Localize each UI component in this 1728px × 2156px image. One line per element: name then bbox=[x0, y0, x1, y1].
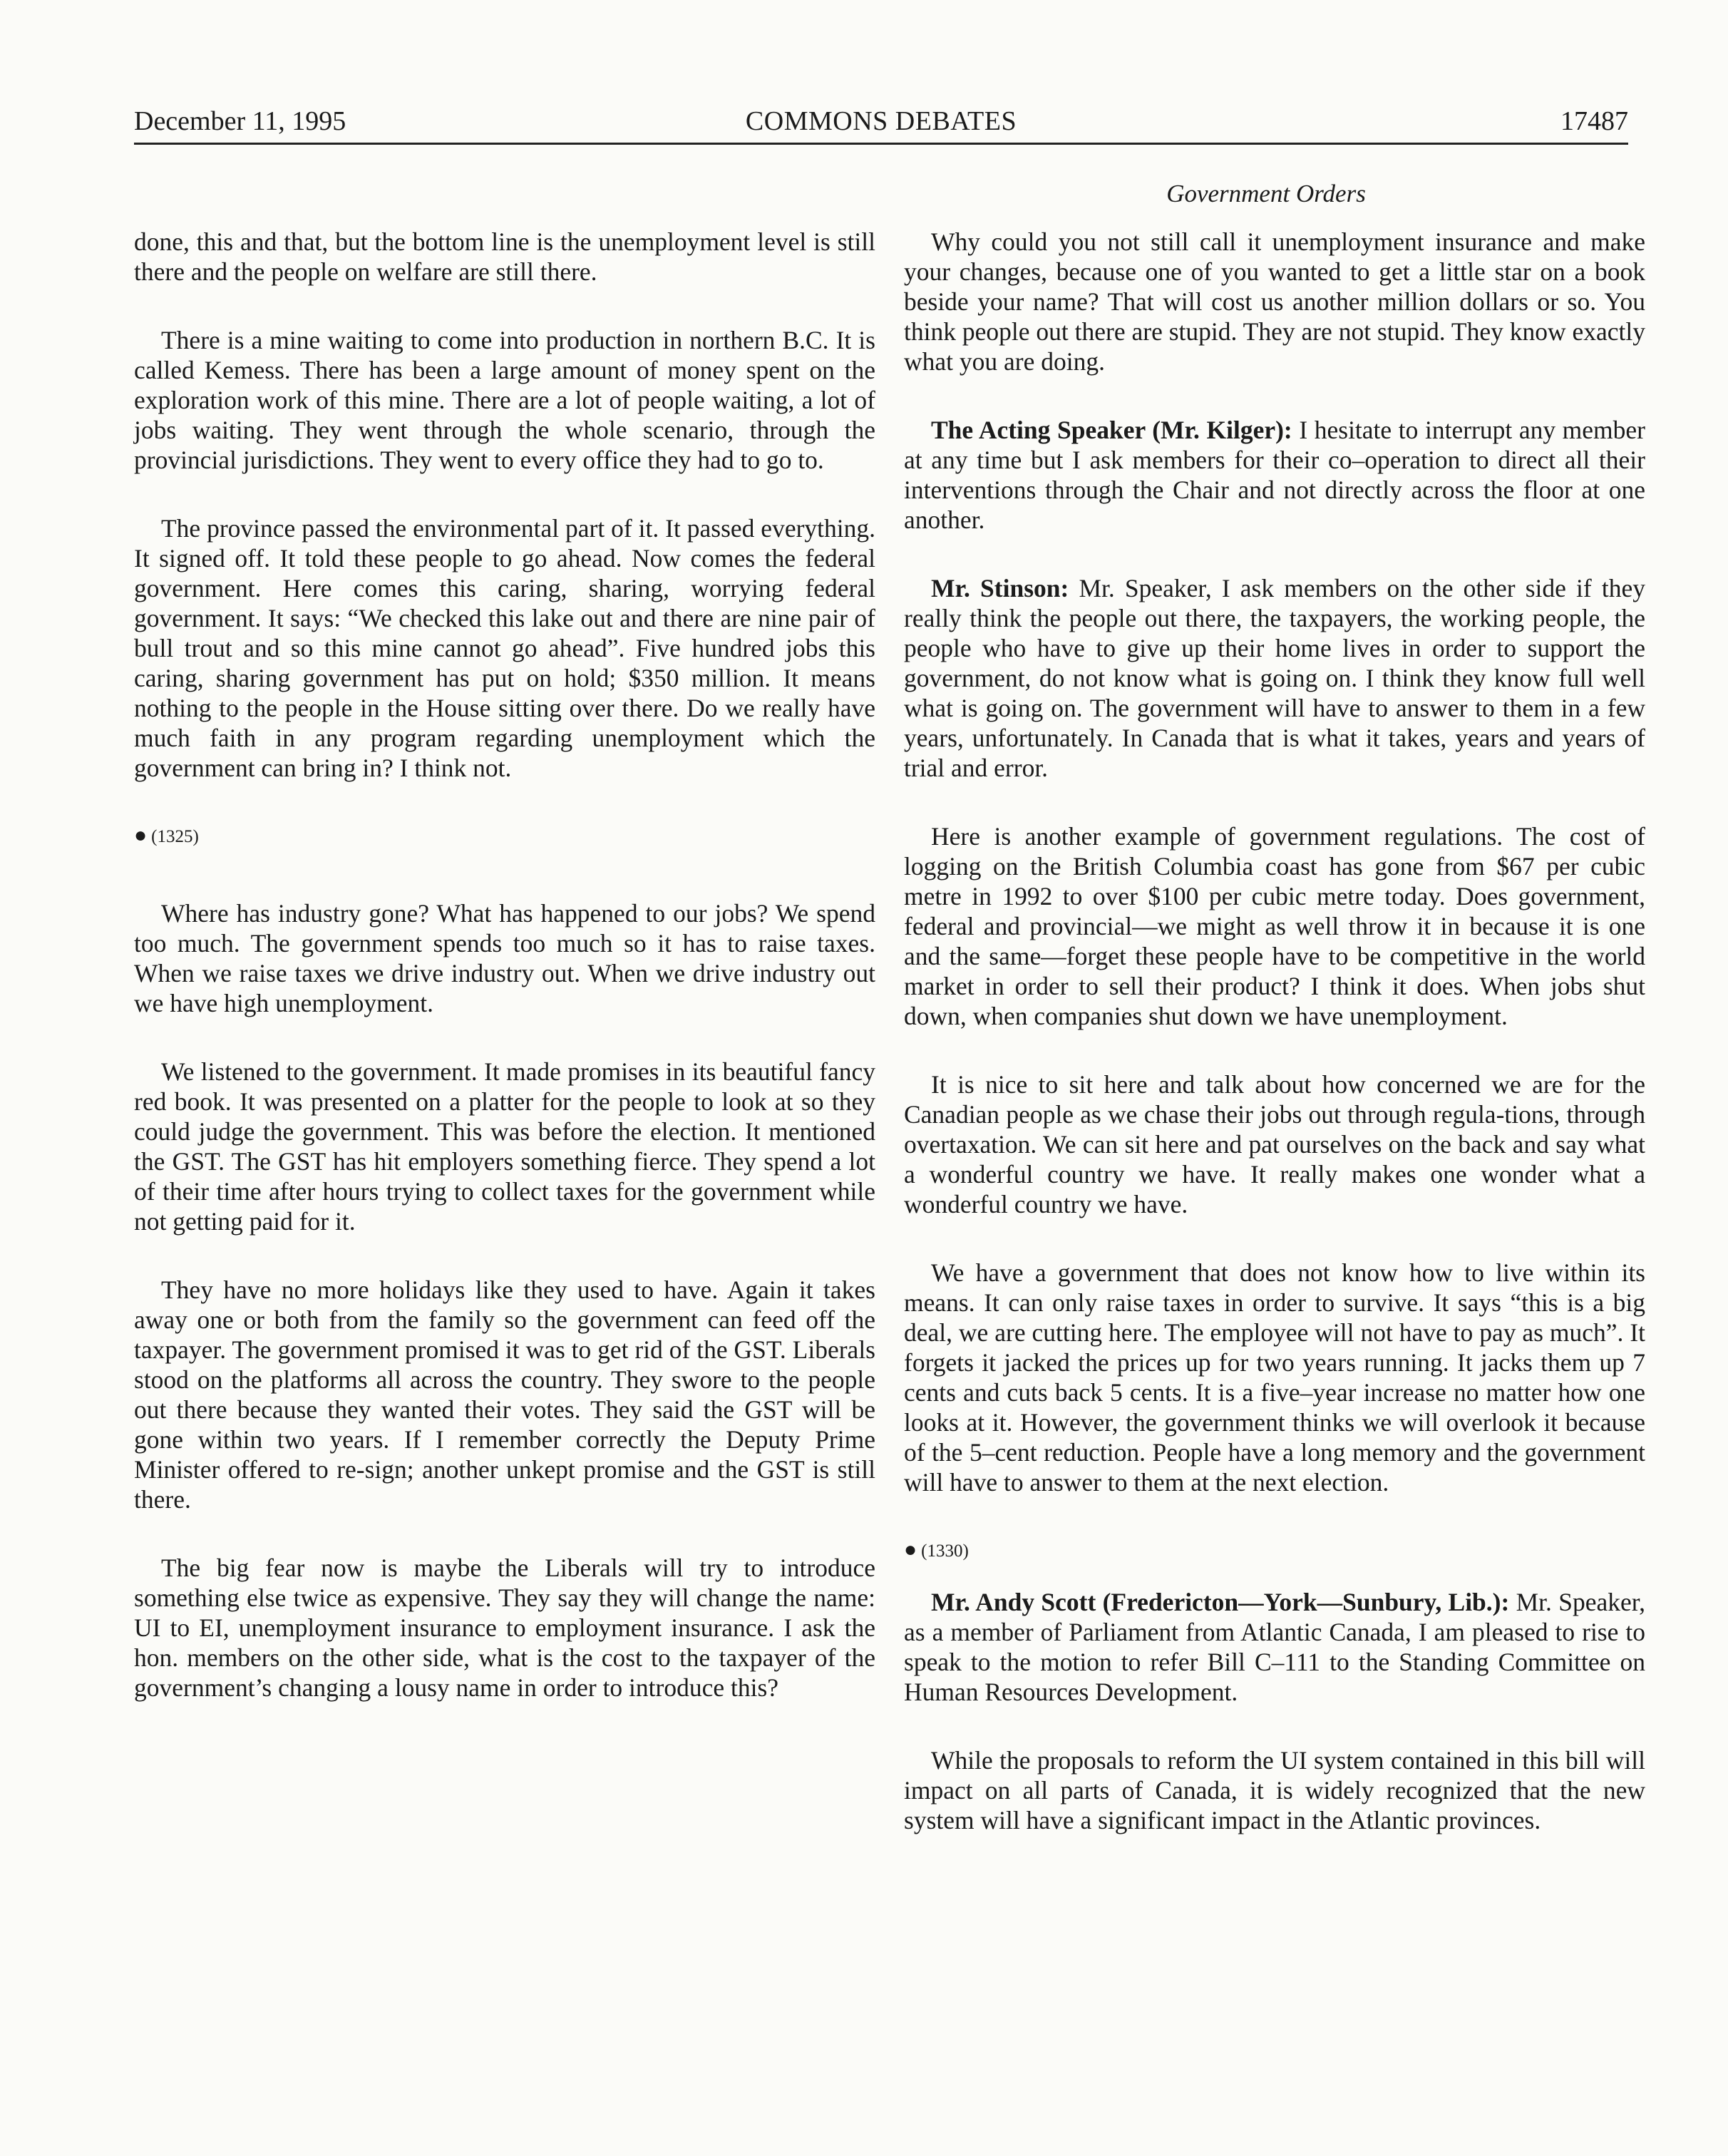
time-marker-label: (1330) bbox=[921, 1541, 969, 1561]
time-marker-label: (1325) bbox=[151, 827, 199, 846]
speech-paragraph bbox=[904, 573, 1645, 783]
paragraph: The province passed the environmental part of it. It passed everything. It signed off. It told these people to go ahead. Now comes the federal government. Here comes this caring, sharing, worrying federal government. It says: “We checked this lake out and there are nine pair of bull trout and so this mine cannot go ahead”. Five hundred jobs this caring, sharing government has put on hold; $350 million. It means nothing to the people in the House sitting over there. Do we really have much faith in any program regarding unemployment which the government can bring in? I think not. bbox=[134, 514, 875, 782]
speaker-name: Mr. Andy Scott (Fredericton—York—Sunbury, Lib.): bbox=[931, 1588, 1510, 1616]
paragraph: They have no more holidays like they used to have. Again it takes away one or both from the family so the government can feed off the taxpayer. The government promised it was to get rid of the GST. Liberals stood on the platforms all across the country. They swore to the people out there because they wanted their votes. They said the GST will be gone within two years. If I remember correctly the Deputy Prime Minister offered to re-sign; another unkept promise and the GST is still there. bbox=[134, 1275, 875, 1514]
paragraph: Why could you not still call it unemployment insurance and make your changes, because one of you wanted to get a little star on a book beside your name? That will cost us another million dollars or so. You think people out there are stupid. They are not stupid. They know exactly what you are doing. bbox=[904, 227, 1645, 376]
paragraph: Here is another example of government regulations. The cost of logging on the British Columbia coast has gone from $67 per cubic metre in 1992 to over $100 per cubic metre today. Does government, federal and provincial—we might as well throw it in because it is one and the same—forget these people have to be competitive in the world market in order to sell their product? I think it does. When jobs shut down, when companies shut down we have unemployment. bbox=[904, 822, 1645, 1030]
page-header bbox=[134, 100, 1628, 145]
header-date: December 11, 1995 bbox=[134, 106, 346, 136]
speech-text: Mr. Speaker, as a member of Parliament from Atlantic Canada, I am pleased to rise to speak to the motion to refer Bill C–111 to the Standing Committee on Human Resources Development. bbox=[904, 1588, 1646, 1706]
paragraph: While the proposals to reform the UI system contained in this bill will impact on all parts of Canada, it is widely recognized that the new system will have a significant impact in the Atlantic provinces. bbox=[904, 1746, 1645, 1834]
speech-paragraph bbox=[904, 1587, 1645, 1707]
speech-text: I hesitate to interrupt any member at any time but I ask members for their co–operation to direct all their interventions through the Chair and not directly across the floor at one another. bbox=[904, 416, 1645, 534]
paragraph: Where has industry gone? What has happened to our jobs? We spend too much. The government spends too much so it has to raise taxes. When we raise taxes we drive industry out. When we drive industry out we have high unemployment. bbox=[134, 899, 875, 1017]
header-title: COMMONS DEBATES bbox=[745, 106, 1017, 136]
right-column bbox=[904, 227, 1645, 1874]
paragraph: The big fear now is maybe the Liberals will try to introduce something else twice as expensive. They say they will change the name: UI to EI, unemployment insurance to employment insurance. I ask the hon. members on the other side, what is the cost to the taxpayer of the government’s changing a lousy name in order to introduce this? bbox=[134, 1554, 875, 1702]
speech-text: Mr. Speaker, I ask members on the other side if they really think the people out there, the taxpayers, the working people, the people who have to give up their home lives in order to support the government, do not know what is going on. I think they know full well what is going on. The government will have to answer to them in a few years, unfortunately. In Canada that is what it takes, years and years of trial and error. bbox=[904, 574, 1645, 782]
paragraph: It is nice to sit here and talk about how concerned we are for the Canadian people as we chase their jobs out through regula-tions, through overtaxation. We can sit here and pat ourselves on the back and say what a wonderful country we have. It really makes one wonder what a wonderful country we have. bbox=[904, 1070, 1645, 1218]
time-marker bbox=[904, 1536, 1645, 1566]
paragraph: We listened to the government. It made promises in its beautiful fancy red book. It was presented on a platter for the people to look at so they could judge the government. This was before the election. It mentioned the GST. The GST has hit employers something fierce. They spend a lot of their time after hours trying to collect taxes for the government while not getting paid for it. bbox=[134, 1057, 875, 1236]
time-marker bbox=[134, 821, 875, 851]
paragraph: There is a mine waiting to come into production in northern B.C. It is called Kemess. There has been a large amount of money spent on the exploration work of this mine. There are a lot of people waiting, a lot of jobs waiting. They went through the whole scenario, through the provincial jurisdictions. They went to every office they had to go to. bbox=[134, 326, 875, 474]
paragraph: done, this and that, but the bottom line is the unemployment level is still there and the people on welfare are still there. bbox=[134, 227, 875, 286]
section-title: Government Orders bbox=[1166, 180, 1366, 207]
speech-paragraph bbox=[904, 415, 1645, 535]
left-column bbox=[134, 227, 875, 1741]
spacer bbox=[134, 873, 875, 898]
paragraph: We have a government that does not know how to live within its means. It can only raise taxes in order to survive. It says “this is a big deal, we are cutting here. The employee will not have to pay as much”. It forgets it jacked the prices up for two years running. It jacks them up 7 cents and cuts back 5 cents. It is a five–year increase no matter how one looks at it. However, the government thinks we will overlook it because of the 5–cent reduction. People have a long memory and the government will have to answer to them at the next election. bbox=[904, 1258, 1645, 1497]
bullet-icon: ● bbox=[904, 1538, 917, 1561]
bullet-icon: ● bbox=[134, 823, 148, 847]
speaker-name: Mr. Stinson: bbox=[931, 574, 1069, 602]
header-page-number: 17487 bbox=[1560, 106, 1628, 136]
speaker-name: The Acting Speaker (Mr. Kilger): bbox=[931, 416, 1292, 444]
